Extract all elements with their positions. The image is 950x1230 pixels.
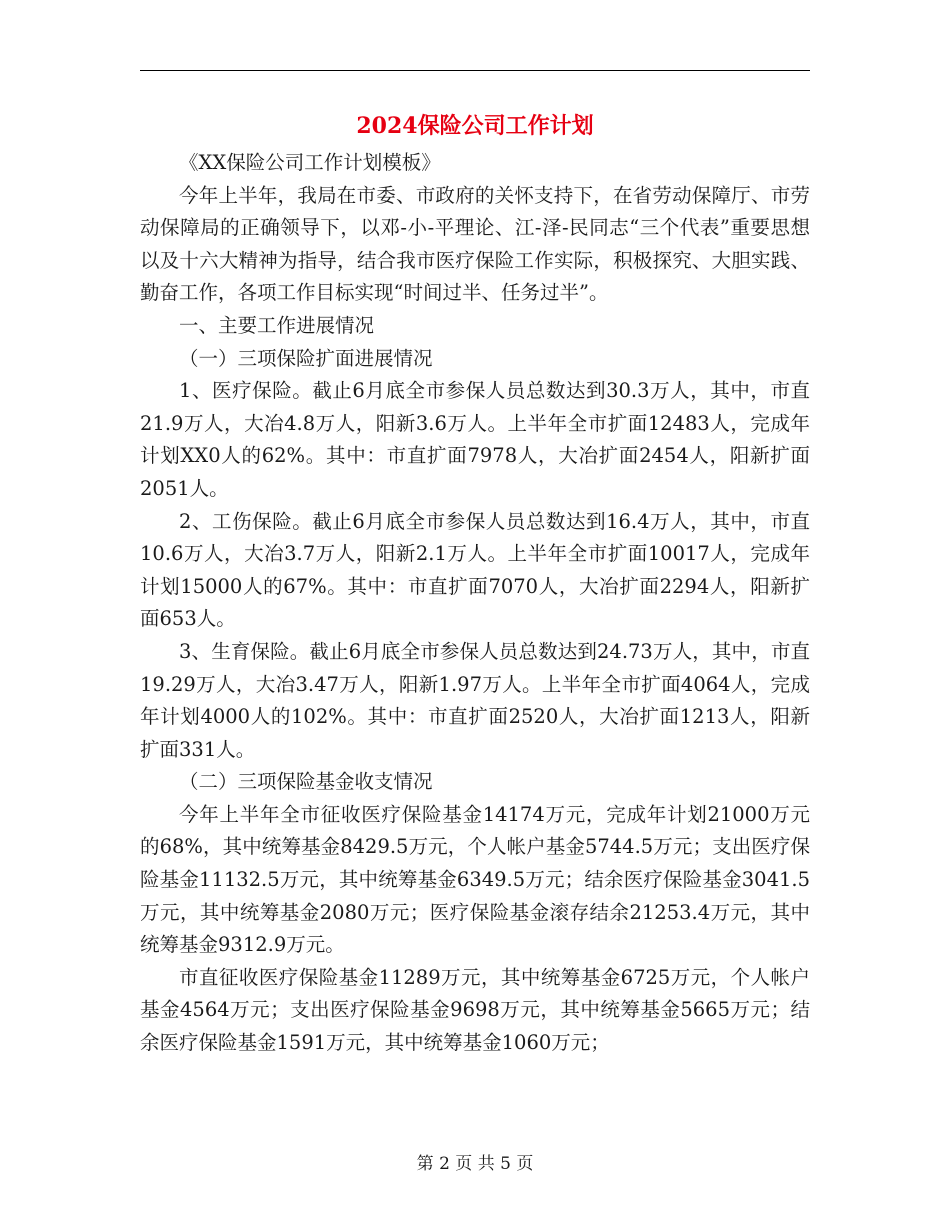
paragraph-intro: 今年上半年，我局在市委、市政府的关怀支持下，在省劳动保障厅、市劳动保障局的正确领导下，以邓-小-平理论、江-泽-民同志“三个代表”重要思想以及十六大精神为指导，结合我市医疗保险工作实际，积极探究、大胆实践、勤奋工作，各项工作目标实现“时间过半、任务过半”。	[140, 183, 810, 305]
document-body	[140, 147, 810, 1060]
paragraph-fund-citywide: 今年上半年全市征收医疗保险基金14174万元，完成年计划21000万元的68%，其中统筹基金8429.5万元，个人帐户基金5744.5万元；支出医疗保险基金11132.5万元，其中统筹基金6349.5万元；结余医疗保险基金3041.5万元，其中统筹基金2080万元；医疗保险基金滚存结余21253.4万元，其中统筹基金9312.9万元。	[140, 802, 810, 957]
subsection-heading: （二）三项保险基金收支情况	[179, 770, 433, 794]
page-number: 第 2 页 共 5 页	[416, 1154, 534, 1174]
document-title: 2024保险公司工作计划	[356, 113, 594, 139]
header-rule	[140, 70, 810, 71]
section-heading: 一、主要工作进展情况	[179, 313, 375, 337]
paragraph-maternity-insurance: 3、生育保险。截止6月底全市参保人员总数达到24.73万人，其中，市直19.29万人，大冶3.47万人，阳新1.97万人。上半年全市扩面4064人，完成年计划4000人的102%。其中：市直扩面2520人，大冶扩面1213人，阳新扩面331人。	[140, 639, 810, 761]
paragraph-fund-direct: 市直征收医疗保险基金11289万元，其中统筹基金6725万元，个人帐户基金4564万元；支出医疗保险基金9698万元，其中统筹基金5665万元；结余医疗保险基金1591万元，其中统筹基金1060万元；	[140, 965, 810, 1055]
subsection-heading: （一）三项保险扩面进展情况	[179, 346, 433, 370]
paragraph-medical-insurance: 1、医疗保险。截止6月底全市参保人员总数达到30.3万人，其中，市直21.9万人，大冶4.8万人，阳新3.6万人。上半年全市扩面12483人，完成年计划XX0人的62%。其中：市直扩面7978人，大冶扩面2454人，阳新扩面2051人。	[140, 379, 810, 500]
paragraph-injury-insurance: 2、工伤保险。截止6月底全市参保人员总数达到16.4万人，其中，市直10.6万人，大冶3.7万人，阳新2.1万人。上半年全市扩面10017人，完成年计划15000人的67%。其中：市直扩面7070人，大冶扩面2294人，阳新扩面653人。	[140, 509, 810, 631]
paragraph-subtitle: 《XX保险公司工作计划模板》	[179, 151, 441, 174]
